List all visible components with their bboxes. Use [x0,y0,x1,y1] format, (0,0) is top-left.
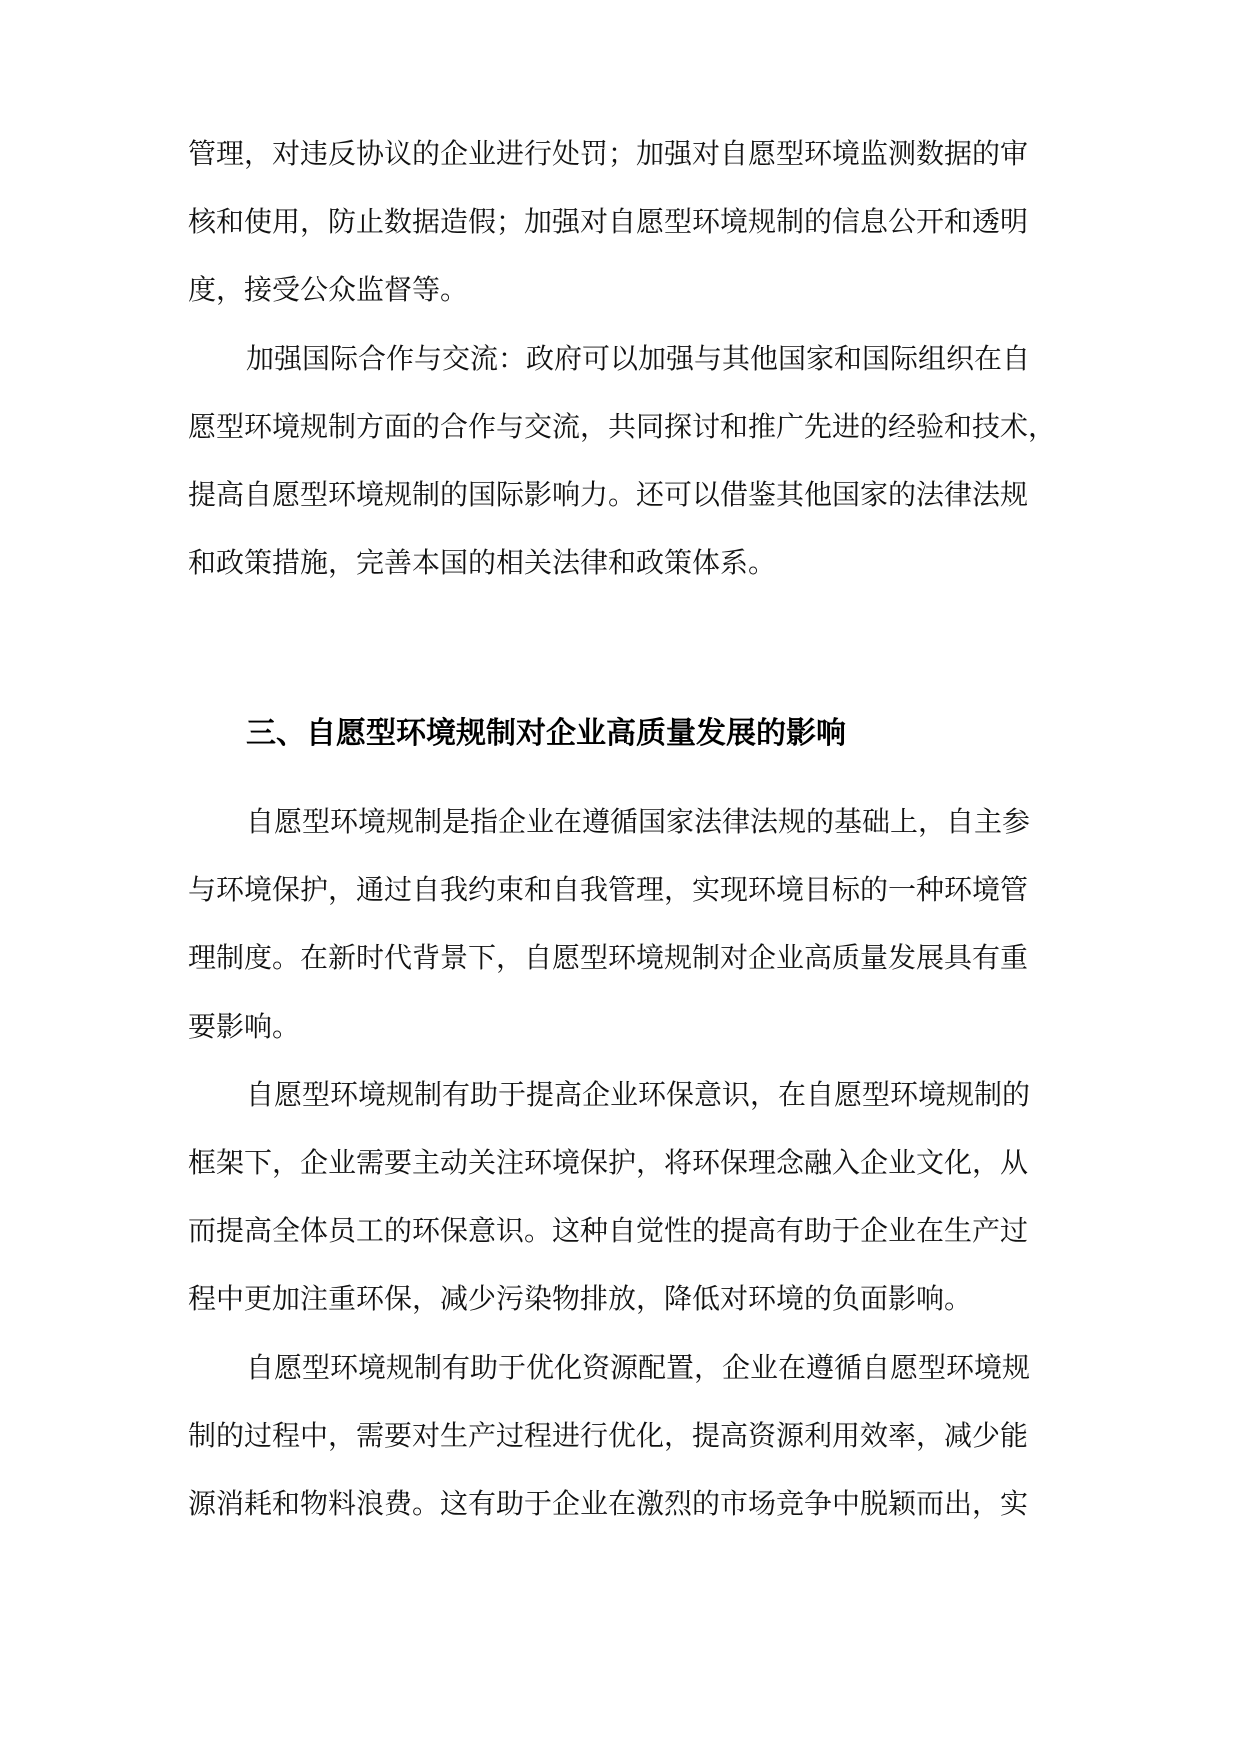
p4-line-1: 自愿型环境规制有助于提高企业环保意识，在自愿型环境规制的 [246,1078,1031,1111]
p2-line-1: 加强国际合作与交流：政府可以加强与其他国家和国际组织在自 [246,342,1031,375]
p3-line-3: 理制度。在新时代背景下，自愿型环境规制对企业高质量发展具有重 [188,941,1029,974]
p4-line-4: 程中更加注重环保，减少污染物排放，降低对环境的负面影响。 [188,1282,973,1315]
p5-line-2: 制的过程中，需要对生产过程进行优化，提高资源利用效率，减少能 [188,1419,1029,1452]
p5-line-1: 自愿型环境规制有助于优化资源配置，企业在遵循自愿型环境规 [246,1351,1031,1384]
p2-line-3: 提高自愿型环境规制的国际影响力。还可以借鉴其他国家的法律法规 [188,478,1029,511]
p3-line-1: 自愿型环境规制是指企业在遵循国家法律法规的基础上，自主参 [246,805,1031,838]
p2-line-2: 愿型环境规制方面的合作与交流，共同探讨和推广先进的经验和技术， [188,410,1057,443]
p2-line-4: 和政策措施，完善本国的相关法律和政策体系。 [188,546,777,579]
p4-line-3: 而提高全体员工的环保意识。这种自觉性的提高有助于企业在生产过 [188,1214,1029,1247]
p3-line-4: 要影响。 [188,1010,301,1043]
p1-line-3: 度，接受公众监督等。 [188,273,469,306]
section-heading: 三、自愿型环境规制对企业高质量发展的影响 [246,716,846,751]
p1-line-1: 管理，对违反协议的企业进行处罚；加强对自愿型环境监测数据的审 [188,137,1029,170]
p5-line-3: 源消耗和物料浪费。这有助于企业在激烈的市场竞争中脱颖而出，实 [188,1487,1029,1520]
p3-line-2: 与环境保护，通过自我约束和自我管理，实现环境目标的一种环境管 [188,873,1029,906]
p1-line-2: 核和使用，防止数据造假；加强对自愿型环境规制的信息公开和透明 [188,205,1029,238]
p4-line-2: 框架下，企业需要主动关注环境保护，将环保理念融入企业文化，从 [188,1146,1029,1179]
